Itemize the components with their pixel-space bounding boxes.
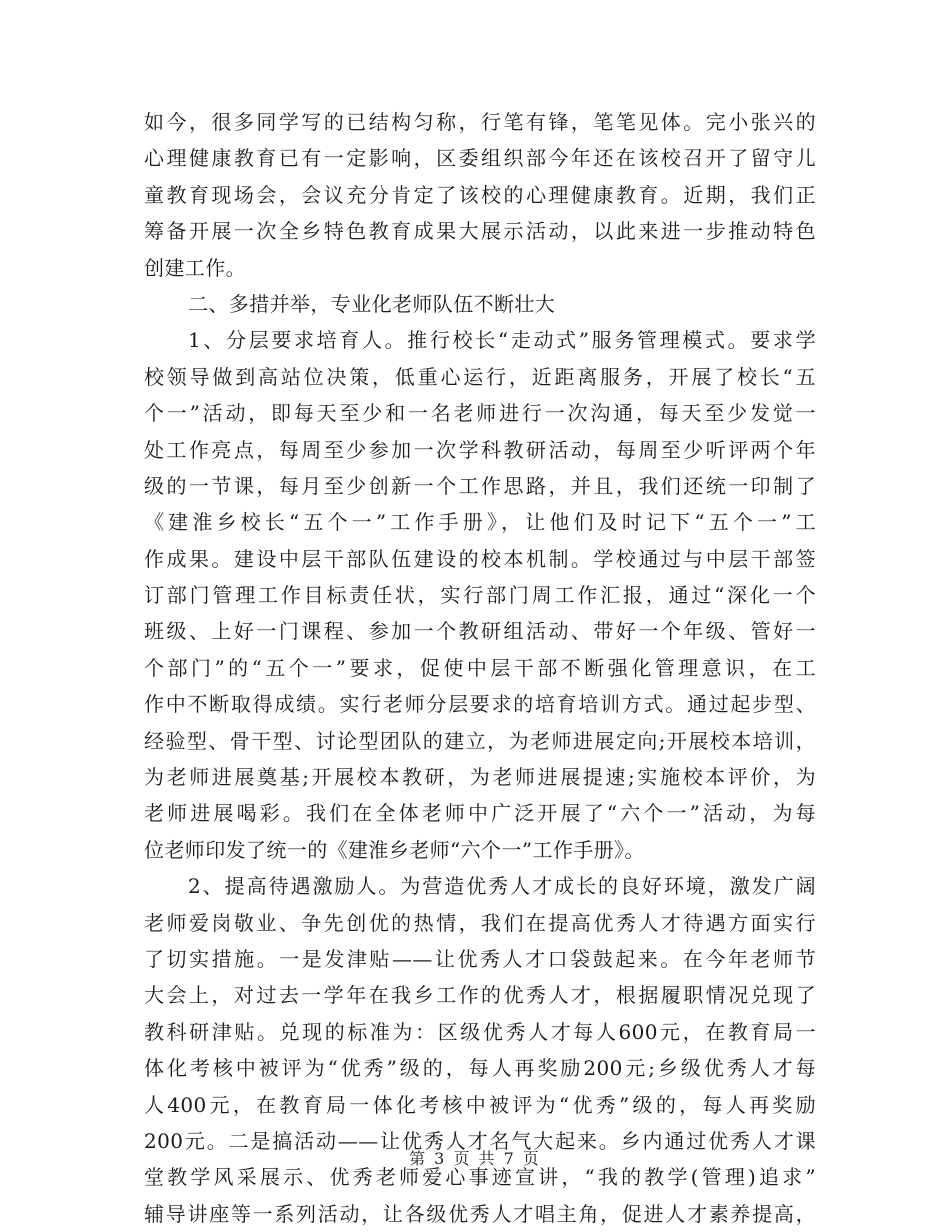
text-line: 《建淮乡校长“五个一”工作手册》，让他们及时记下“五个一”工 xyxy=(144,510,816,535)
text-line: 教科研津贴。兑现的标准为：区级优秀人才每人600元，在教育局一 xyxy=(144,1019,816,1044)
text-line: 心理健康教育已有一定影响，区委组织部今年还在该校召开了留守儿 xyxy=(144,146,816,171)
text-line: 二、多措并举，专业化老师队伍不断壮大 xyxy=(188,291,556,316)
text-line: 级的一节课，每月至少创新一个工作思路，并且，我们还统一印制了 xyxy=(144,473,816,498)
text-line: 班级、上好一门课程、参加一个教研组活动、带好一个年级、管好一 xyxy=(144,619,816,644)
text-line: 处工作亮点，每周至少参加一次学科教研活动，每周至少听评两个年 xyxy=(144,437,816,462)
text-line: 200元。二是搞活动——让优秀人才名气大起来。乡内通过优秀人才课 xyxy=(144,1128,816,1153)
text-line: 了切实措施。一是发津贴——让优秀人才口袋鼓起来。在今年老师节 xyxy=(144,946,816,971)
text-line: 体化考核中被评为“优秀”级的，每人再奖励200元;乡级优秀人才每 xyxy=(144,1056,816,1081)
text-line: 作中不断取得成绩。实行老师分层要求的培育培训方式。通过起步型、 xyxy=(144,692,816,717)
text-line: 2、提高待遇激励人。为营造优秀人才成长的良好环境，激发广阔 xyxy=(188,874,816,899)
text-line: 人400元，在教育局一体化考核中被评为“优秀”级的，每人再奖励 xyxy=(144,1092,816,1117)
text-line: 订部门管理工作目标责任状，实行部门周工作汇报，通过“深化一个 xyxy=(144,583,816,608)
text-line: 大会上，对过去一学年在我乡工作的优秀人才，根据履职情况兑现了 xyxy=(144,983,816,1008)
text-line: 作成果。建设中层干部队伍建设的校本机制。学校通过与中层干部签 xyxy=(144,546,816,571)
text-line: 经验型、骨干型、讨论型团队的建立，为老师进展定向;开展校本培训， xyxy=(144,728,816,753)
text-line: 老师进展喝彩。我们在全体老师中广泛开展了“六个一”活动，为每 xyxy=(144,801,816,826)
text-line: 个部门”的“五个一”要求，促使中层干部不断强化管理意识，在工 xyxy=(144,655,816,680)
text-line: 辅导讲座等一系列活动，让各级优秀人才唱主角，促进人才素养提高， xyxy=(144,1201,816,1226)
text-line: 创建工作。 xyxy=(144,255,246,280)
text-line: 如今，很多同学写的已结构匀称，行笔有锋，笔笔见体。完小张兴的 xyxy=(144,110,816,134)
text-line: 为老师进展奠基;开展校本教研，为老师进展提速;实施校本评价，为 xyxy=(144,765,816,790)
text-line: 校领导做到高站位决策，低重心运行，近距离服务，开展了校长“五 xyxy=(144,364,816,389)
text-line: 位老师印发了统一的《建淮乡老师“六个一”工作手册》。 xyxy=(144,837,645,862)
page-number-footer: 第 3 页 共 7 页 xyxy=(409,1149,541,1168)
document-body xyxy=(144,104,816,1232)
text-line: 1、分层要求培育人。推行校长“走动式”服务管理模式。要求学 xyxy=(188,328,816,353)
text-line: 个一”活动，即每天至少和一名老师进行一次沟通，每天至少发觉一 xyxy=(144,401,816,426)
text-line: 童教育现场会，会议充分肯定了该校的心理健康教育。近期，我们正 xyxy=(144,182,816,207)
text-line: 筹备开展一次全乡特色教育成果大展示活动，以此来进一步推动特色 xyxy=(144,219,816,244)
text-line: 堂教学风采展示、优秀老师爱心事迹宣讲，“我的教学(管理)追求” xyxy=(144,1165,816,1190)
text-line: 老师爱岗敬业、争先创优的热情，我们在提高优秀人才待遇方面实行 xyxy=(144,910,816,935)
